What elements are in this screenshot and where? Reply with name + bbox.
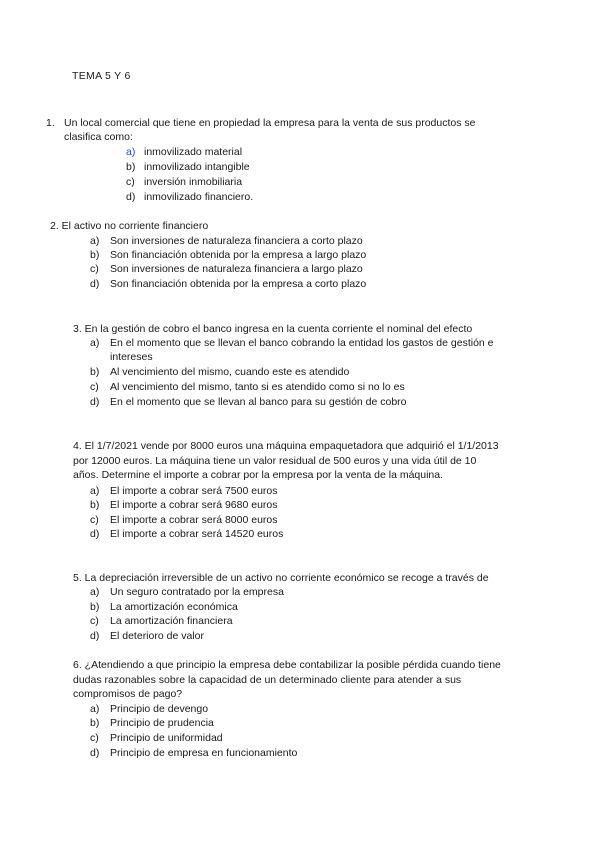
answer-option-a[interactable] (90, 336, 494, 350)
option-letter: c) (90, 263, 99, 275)
option-letter: b) (90, 249, 100, 261)
option-letter: c) (90, 514, 99, 526)
question-stem-line: clasifica como: (64, 131, 133, 143)
option-text: Un seguro contratado por la empresa (110, 586, 284, 598)
option-letter: b) (90, 601, 100, 613)
option-text: El importe a cobrar será 9680 euros (110, 499, 278, 511)
question-stem-line: 6. ¿Atendiendo a que principio la empresa debe contabilizar la posible pérdida cuando tiene (73, 659, 501, 671)
page-title: TEMA 5 Y 6 (72, 70, 131, 82)
question-stem-line: compromisos de pago? (73, 688, 183, 700)
option-letter: c) (126, 176, 135, 188)
question-stem-line: 2. El activo no corriente financiero (50, 220, 209, 232)
answer-option-a[interactable] (90, 484, 278, 498)
answer-option-b[interactable] (90, 600, 238, 614)
option-text: En el momento que se llevan al banco para su gestión de cobro (110, 396, 407, 408)
option-letter: b) (90, 717, 100, 729)
answer-option-a[interactable] (90, 234, 363, 248)
question-stem-line: 5. La depreciación irreversible de un activo no corriente económico se recoge a través de (73, 572, 489, 584)
answer-option-c[interactable] (90, 513, 278, 527)
answer-option-d[interactable] (90, 527, 283, 541)
option-letter: a) (90, 485, 100, 497)
question-stem-line: por 12000 euros. La máquina tiene un valor residual de 500 euros y una vida útil de 10 (73, 455, 477, 467)
answer-option-c[interactable] (90, 731, 223, 745)
option-letter: d) (90, 630, 100, 642)
question-stem-line: 4. El 1/7/2021 vende por 8000 euros una máquina empaquetadora que adquirió el 1/1/2013 (73, 440, 499, 452)
option-text: En el momento que se llevan el banco cobrando la entidad los gastos de gestión e (110, 337, 494, 349)
option-letter: a) (90, 235, 100, 247)
answer-option-d[interactable] (90, 277, 366, 291)
answer-option-a[interactable] (90, 585, 284, 599)
option-letter: d) (90, 528, 100, 540)
option-text: inmovilizado financiero. (144, 191, 254, 203)
option-letter: c) (90, 381, 99, 393)
option-text: Principio de uniformidad (110, 732, 223, 744)
question-stem-line: Un local comercial que tiene en propiedad la empresa para la venta de sus productos se (64, 117, 476, 129)
option-text: inversión inmobiliaria (144, 176, 243, 188)
option-text: El importe a cobrar será 14520 euros (110, 528, 284, 540)
option-letter: d) (90, 278, 100, 290)
option-text: Son financiación obtenida por la empresa a corto plazo (110, 278, 367, 290)
option-text: inmovilizado material (144, 146, 243, 158)
option-text: Al vencimiento del mismo, cuando este es atendido (110, 366, 350, 378)
answer-option-c[interactable] (90, 614, 233, 628)
option-letter: b) (126, 161, 136, 173)
option-letter: d) (126, 191, 136, 203)
option-letter: c) (90, 615, 99, 627)
option-letter: a) (126, 146, 136, 158)
option-text: La amortización financiera (110, 615, 233, 627)
option-letter: a) (90, 703, 100, 715)
option-text: El importe a cobrar será 7500 euros (110, 485, 278, 497)
answer-option-c[interactable] (90, 262, 363, 276)
answer-option-a[interactable] (126, 145, 242, 159)
option-text: Son inversiones de naturaleza financiera a corto plazo (110, 235, 363, 247)
answer-option-b[interactable] (90, 248, 366, 262)
option-text: Al vencimiento del mismo, tanto si es atendido como si no lo es (110, 381, 405, 393)
option-letter: c) (90, 732, 99, 744)
option-text: La amortización económica (110, 601, 238, 613)
answer-option-d[interactable] (90, 746, 297, 760)
question-number: 1. (46, 117, 55, 129)
question-stem-line: años. Determine el importe a cobrar por la empresa por la venta de la máquina. (73, 469, 444, 481)
answer-option-d[interactable] (90, 395, 407, 409)
option-text: El deterioro de valor (110, 630, 204, 642)
answer-option-c[interactable] (126, 175, 242, 189)
option-text: El importe a cobrar será 8000 euros (110, 514, 278, 526)
option-letter: d) (90, 396, 100, 408)
option-letter: d) (90, 747, 100, 759)
option-text: Principio de empresa en funcionamiento (110, 747, 298, 759)
question-stem-line: 3. En la gestión de cobro el banco ingresa en la cuenta corriente el nominal del efecto (73, 323, 473, 335)
option-text: Principio de prudencia (110, 717, 214, 729)
option-letter: b) (90, 366, 100, 378)
option-text: Son financiación obtenida por la empresa a largo plazo (110, 249, 367, 261)
question-stem-line: dudas razonables sobre la capacidad de un determinado cliente para atender a sus (73, 674, 462, 686)
answer-option-d[interactable] (90, 629, 204, 643)
option-text: inmovilizado intangible (144, 161, 250, 173)
option-letter: a) (90, 586, 100, 598)
answer-option-b[interactable] (90, 716, 214, 730)
answer-option-a[interactable] (90, 702, 208, 716)
option-letter: a) (90, 337, 100, 349)
answer-option-d[interactable] (126, 190, 253, 204)
option-text: Principio de devengo (110, 703, 209, 715)
option-text: Son inversiones de naturaleza financiera a largo plazo (110, 263, 363, 275)
option-letter: b) (90, 499, 100, 511)
answer-option-b[interactable] (126, 160, 250, 174)
answer-option-c[interactable] (90, 380, 405, 394)
answer-option-b[interactable] (90, 498, 278, 512)
option-text-continuation: intereses (110, 351, 153, 363)
answer-option-b[interactable] (90, 365, 349, 379)
